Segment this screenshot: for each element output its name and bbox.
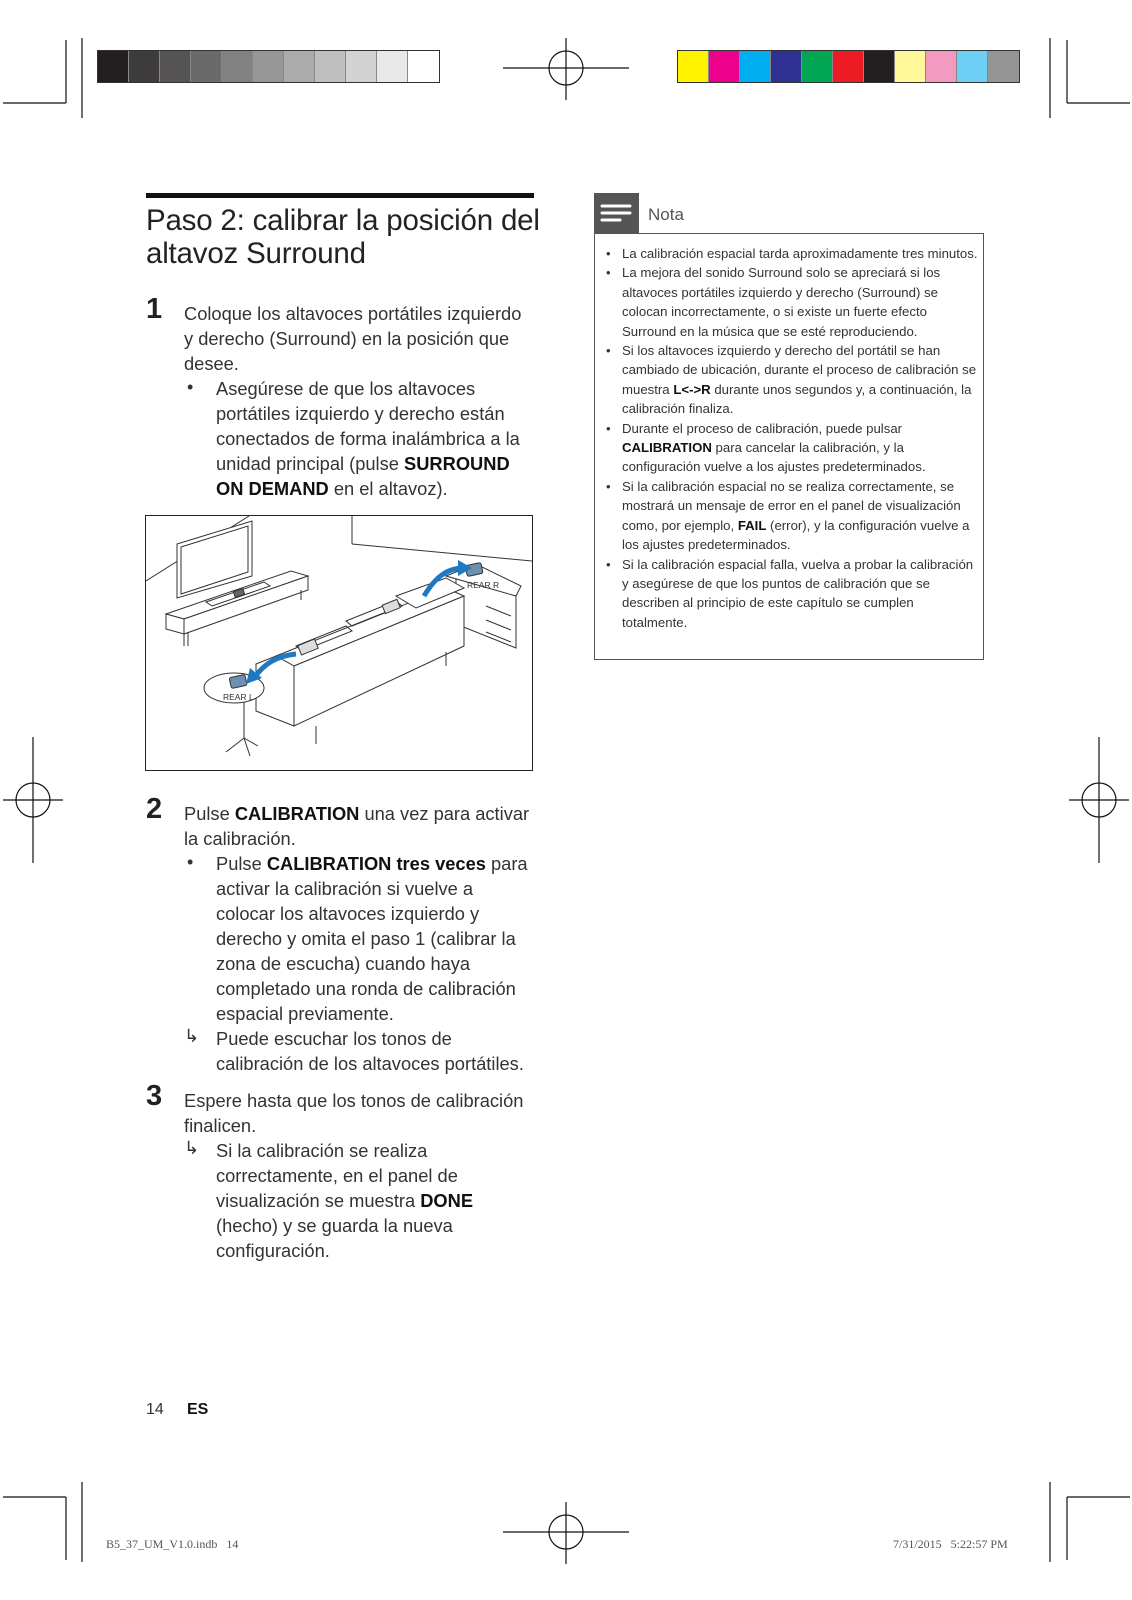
language-code: ES [187, 1401, 209, 1418]
page-title: Paso 2: calibrar la posición del altavoz Surround [146, 204, 540, 270]
note-list [604, 244, 978, 632]
title-rule [146, 193, 534, 198]
color-swatch [408, 51, 439, 82]
color-swatch [129, 51, 160, 82]
process-color-bar [677, 50, 1020, 83]
step-1-number: 1 [146, 293, 163, 325]
step-2-text: Pulse CALIBRATION una vez para activar la calibración. [184, 803, 530, 849]
step-2-result: Puede escuchar los tonos de calibración de los altavoces portátiles. [216, 1028, 524, 1074]
step-1-bullet: Asegúrese de que los altavoces portátiles izquierdo y derecho están conectados de forma inalámbrica a la unidad principal (pulse SURROUND ON DEMAND en el altavoz). [216, 378, 520, 499]
note-icon [594, 193, 639, 233]
step-1-bullet-marker: • [187, 377, 194, 397]
note-label: Nota [648, 205, 684, 224]
step-3-result: Si la calibración se realiza correctamente, en el panel de visualización se muestra DONE (hecho) y se guarda la nueva configuración. [216, 1140, 474, 1261]
note-item: • La mejora del sonido Surround solo se apreciará si los altavoces portátiles izquierdo y derecho (Surround) se colocan incorrectamente, o si existe un fuerte efecto Surround en la música que se esté reproduciendo. [604, 263, 978, 341]
note-item: • Durante el proceso de calibración, puede pulsar CALIBRATION para cancelar la calibración, y la configuración vuelve a los ajustes predeterminados. [604, 419, 978, 477]
color-swatch [895, 51, 926, 82]
print-timestamp: 7/31/2015 5:22:57 PM [893, 1537, 1008, 1551]
living-room-drawing [146, 516, 532, 770]
step-2-bullet-marker: • [187, 852, 194, 872]
color-swatch [771, 51, 802, 82]
color-swatch [833, 51, 864, 82]
note-item: • La calibración espacial tarda aproximadamente tres minutos. [604, 244, 978, 263]
gray-color-bar [97, 50, 440, 83]
color-swatch [926, 51, 957, 82]
color-swatch [98, 51, 129, 82]
speaker-placement-illustration [145, 515, 533, 771]
color-swatch [988, 51, 1019, 82]
color-swatch [957, 51, 988, 82]
step-2-result-arrow-icon: ↳ [184, 1026, 200, 1046]
step-2-bullet: Pulse CALIBRATION tres veces para activar la calibración si vuelve a colocar los altavoces izquierdo y derecho y omita el paso 1 (calibrar la zona de escucha) cuando haya completado una ronda de calibración espacial previamente. [216, 853, 528, 1024]
note-item: • Si la calibración espacial no se realiza correctamente, se mostrará un mensaje de error en el panel de visualización como, por ejemplo, FAIL (error), y la configuración vuelve a los ajustes predeterminados. [604, 477, 978, 555]
color-swatch [678, 51, 709, 82]
step-1-text: Coloque los altavoces portátiles izquierdo y derecho (Surround) en la posición que desee. [184, 303, 522, 374]
step-3-number: 3 [146, 1080, 163, 1112]
note-item: • Si los altavoces izquierdo y derecho del portátil se han cambiado de ubicación, durante el proceso de calibración se muestra L<->R durante unos segundos y, a continuación, la calibración finaliza. [604, 341, 978, 419]
rear-l-label: REAR L [223, 692, 254, 702]
step-2-number: 2 [146, 793, 163, 825]
color-swatch [740, 51, 771, 82]
color-swatch [802, 51, 833, 82]
color-swatch [222, 51, 253, 82]
note-item: • Si la calibración espacial falla, vuelva a probar la calibración y asegúrese de que los puntos de calibración que se describen al principio de este capítulo se cumplen totalmente. [604, 555, 978, 633]
color-swatch [709, 51, 740, 82]
rear-r-label: REAR R [467, 580, 500, 590]
color-swatch [191, 51, 222, 82]
color-swatch [253, 51, 284, 82]
page-number: 14 [146, 1401, 164, 1418]
color-swatch [377, 51, 408, 82]
color-swatch [346, 51, 377, 82]
color-swatch [284, 51, 315, 82]
file-slug: B5_37_UM_V1.0.indb 14 [106, 1537, 239, 1551]
color-swatch [864, 51, 895, 82]
step-3-result-arrow-icon: ↳ [184, 1138, 200, 1158]
step-3-text: Espere hasta que los tonos de calibración finalicen. [184, 1090, 524, 1136]
color-swatch [160, 51, 191, 82]
color-swatch [315, 51, 346, 82]
